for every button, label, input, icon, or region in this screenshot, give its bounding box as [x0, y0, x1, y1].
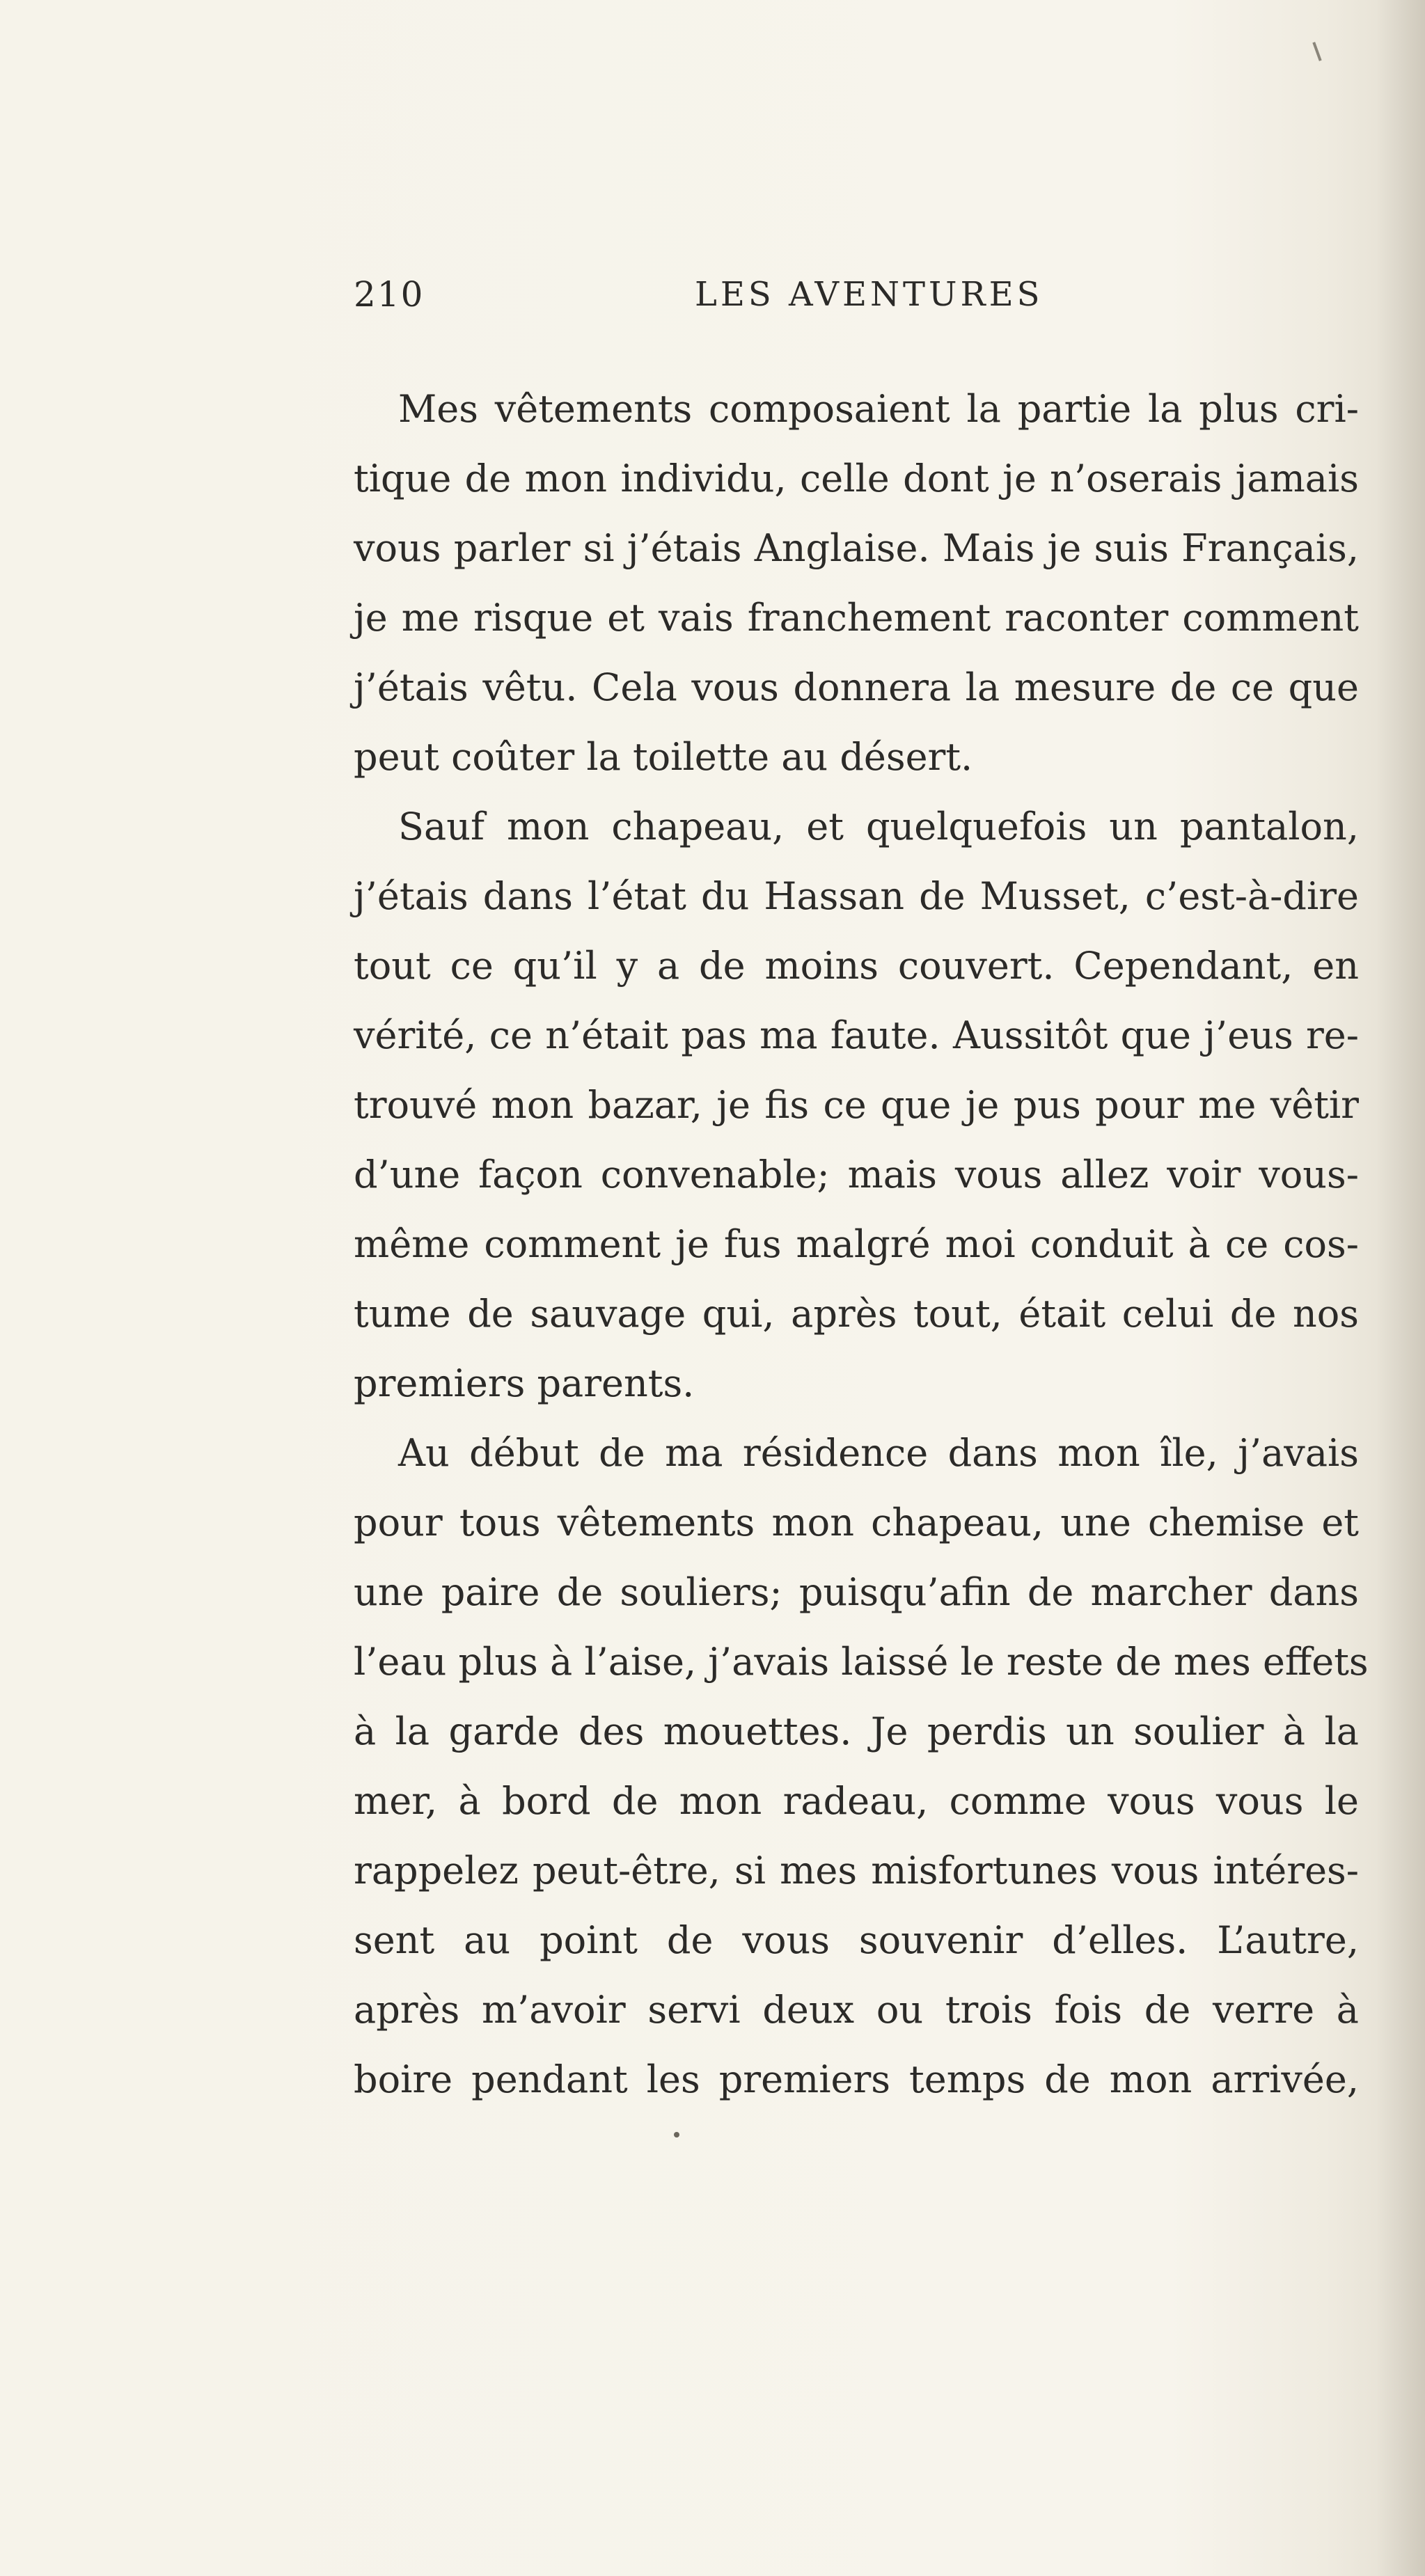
- text-line: Sauf mon chapeau, et quelquefois un pantalon,: [398, 805, 1359, 848]
- text-line: vérité, ce n’était pas ma faute. Aussitôt que j’eus re-: [354, 1013, 1359, 1057]
- text-line: je me risque et vais franchement raconter comment: [354, 596, 1359, 640]
- text-line: peut coûter la toilette au désert.: [354, 735, 973, 779]
- text-line: l’eau plus à l’aise, j’avais laissé le reste de mes effets: [354, 1640, 1369, 1684]
- text-line: tout ce qu’il y a de moins couvert. Cependant, en: [354, 944, 1359, 988]
- text-line: j’étais vêtu. Cela vous donnera la mesure de ce que: [354, 665, 1359, 709]
- text-line: mer, à bord de mon radeau, comme vous vous le: [354, 1779, 1359, 1823]
- text-line: Au début de ma résidence dans mon île, j’avais: [398, 1431, 1359, 1475]
- text-line: vous parler si j’étais Anglaise. Mais je suis Français,: [354, 526, 1359, 570]
- body-text: [354, 374, 1369, 2115]
- text-line: une paire de souliers; puisqu’afin de marcher dans: [354, 1570, 1359, 1614]
- page-mark: [1312, 42, 1321, 61]
- page-number: 210: [354, 274, 425, 315]
- text-line: d’une façon convenable; mais vous allez voir vous-: [354, 1153, 1359, 1196]
- text-line: rappelez peut-être, si mes misfortunes vous intéres-: [354, 1849, 1359, 1893]
- running-head: LES AVENTURES: [695, 275, 1044, 314]
- text-line: trouvé mon bazar, je fis ce que je pus pour me vêtir: [354, 1083, 1359, 1127]
- text-line: sent au point de vous souvenir d’elles. L’autre,: [354, 1918, 1359, 1962]
- text-line: tique de mon individu, celle dont je n’oserais jamais: [354, 457, 1359, 500]
- text-line: j’étais dans l’état du Hassan de Musset, c’est-à-dire: [354, 874, 1359, 918]
- text-line: tume de sauvage qui, après tout, était celui de nos: [354, 1292, 1359, 1336]
- text-line: après m’avoir servi deux ou trois fois de verre à: [354, 1988, 1359, 2032]
- text-line: premiers parents.: [354, 1361, 695, 1405]
- page-header: [354, 268, 1359, 324]
- text-line: à la garde des mouettes. Je perdis un soulier à la: [354, 1709, 1359, 1753]
- text-line: même comment je fus malgré moi conduit à ce cos-: [354, 1222, 1359, 1266]
- binding-shadow: [1376, 0, 1425, 2576]
- text-line: Mes vêtements composaient la partie la plus cri-: [398, 387, 1359, 431]
- text-line: boire pendant les premiers temps de mon arrivée,: [354, 2057, 1359, 2101]
- text-line: pour tous vêtements mon chapeau, une chemise et: [354, 1501, 1359, 1544]
- ink-speck: [674, 2132, 679, 2138]
